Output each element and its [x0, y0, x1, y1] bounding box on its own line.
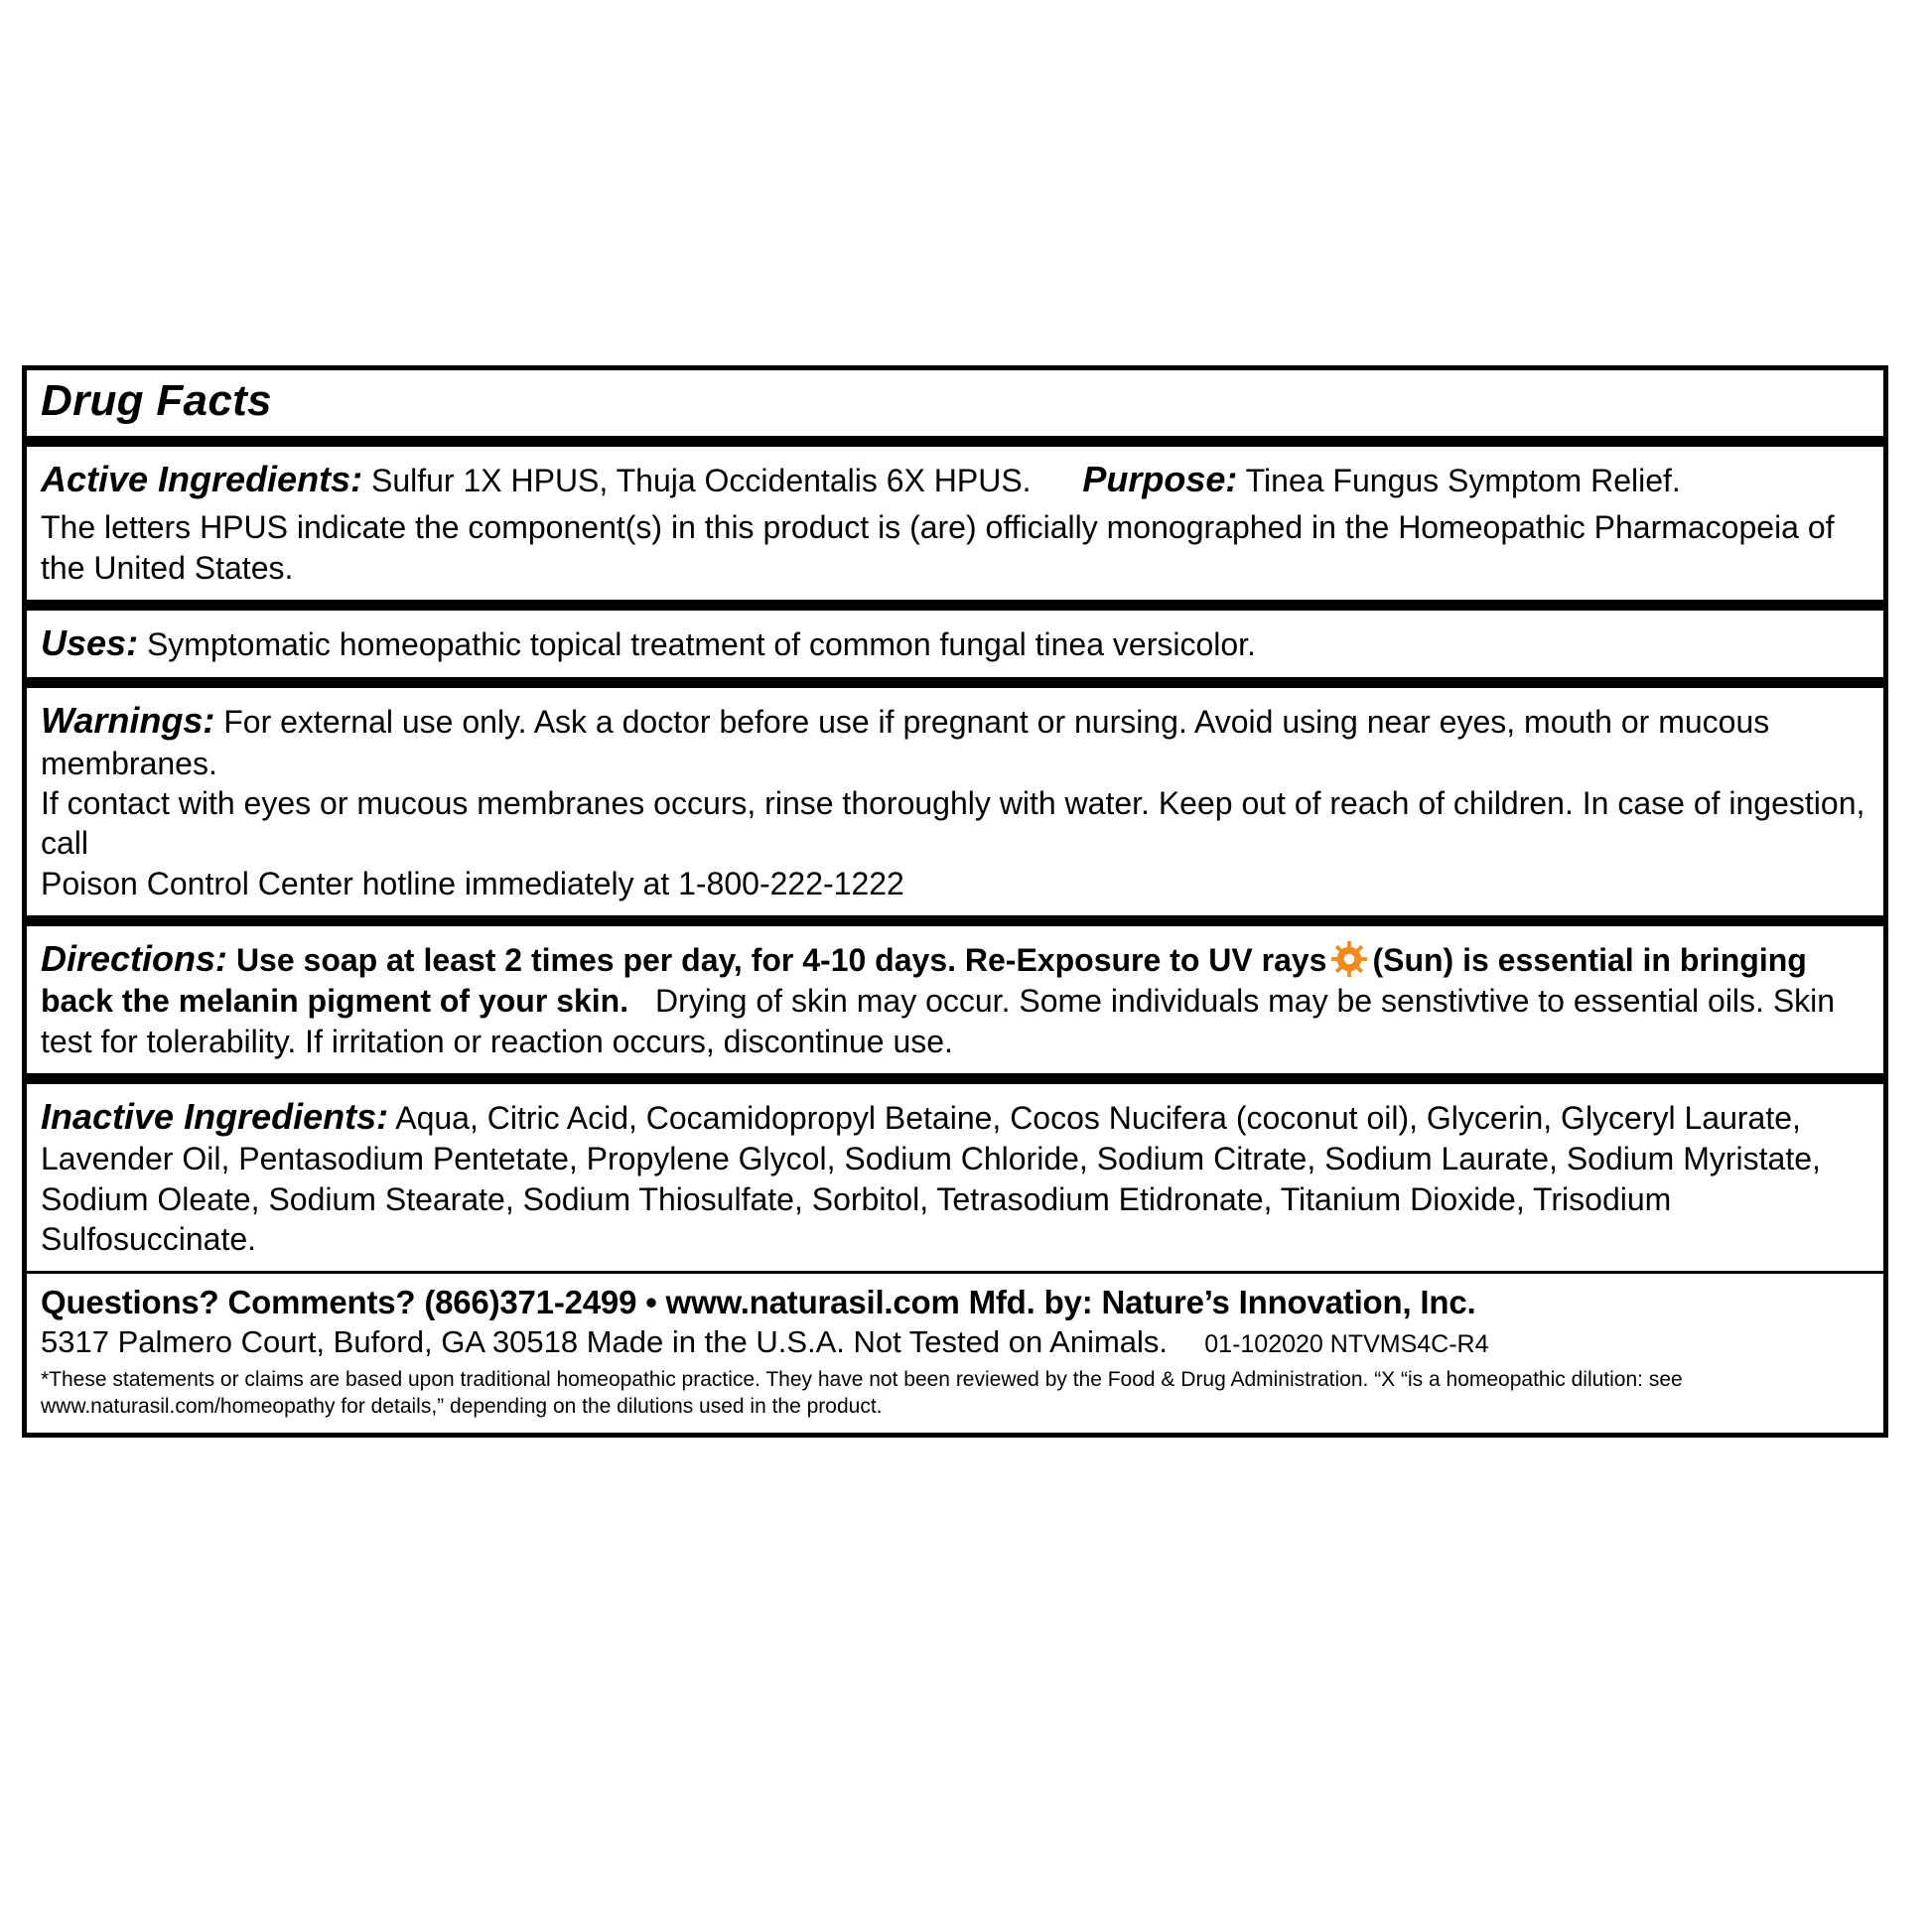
divider: [27, 677, 1883, 688]
address-line: [41, 1322, 1869, 1362]
uses-value: Symptomatic homeopathic topical treatment of common fungal tinea versicolor.: [146, 625, 1256, 662]
active-ingredients-value: Sulfur 1X HPUS, Thuja Occidentalis 6X HPUS.: [370, 463, 1032, 498]
inactive-ingredients-section: [27, 1084, 1883, 1271]
directions-line: [41, 936, 1869, 1061]
warnings-line-1: [41, 698, 1869, 783]
purpose-label: Purpose:: [1082, 459, 1238, 499]
directions-bold-2: (Sun) is essential in bringing back the melanin pigment of your skin.: [41, 941, 1807, 1020]
divider: [27, 436, 1883, 447]
hpus-note: The letters HPUS indicate the component(s) in this product is (are) officially monographed in the Homeopathic Pharmacopeia of the United States.: [41, 509, 1835, 586]
warnings-text-3: Poison Control Center hotline immediately at 1-800-222-1222: [41, 865, 904, 901]
footer-section: [27, 1274, 1883, 1432]
warnings-section: [27, 688, 1883, 915]
directions-section: [27, 926, 1883, 1073]
sun-icon: [1330, 940, 1368, 978]
page-title: Drug Facts: [41, 376, 272, 425]
inactive-ingredients-line: [41, 1094, 1869, 1259]
directions-normal: Drying of skin may occur. Some individuals may be senstivtive to essential oils. Skin test for tolerability. If irritation or reaction occurs, discontinue use.: [41, 983, 1836, 1059]
address-text: 5317 Palmero Court, Buford, GA 30518 Made in the U.S.A. Not Tested on Animals.: [41, 1324, 1169, 1360]
active-ingredients-line: [41, 457, 1869, 501]
inactive-ingredients-label: Inactive Ingredients:: [41, 1095, 389, 1137]
uses-line: [41, 621, 1869, 665]
divider: [27, 915, 1883, 926]
active-ingredients-label: Active Ingredients:: [41, 459, 363, 499]
warnings-text-2: If contact with eyes or mucous membranes occurs, rinse thoroughly with water. Keep out of reach of children. In case of ingestion, call: [41, 785, 1865, 862]
directions-label: Directions:: [41, 937, 228, 979]
lot-code: 01-102020 NTVMS4C-R4: [1204, 1330, 1489, 1359]
purpose-value: Tinea Fungus Symptom Relief.: [1245, 463, 1681, 498]
drug-facts-panel: [22, 365, 1888, 1438]
warnings-label: Warnings:: [41, 700, 215, 742]
divider: [27, 600, 1883, 611]
divider: [27, 1073, 1883, 1084]
directions-bold-1: Use soap at least 2 times per day, for 4-10 days. Re-Exposure to UV rays: [235, 941, 1327, 978]
disclaimer-text: *These statements or claims are based upon traditional homeopathic practice. They have not been reviewed by the Food & Drug Administration. “X “is a homeopathic dilution: see www.naturasil.com/homeopathy for details,” depending on the dilutions used in the product.: [41, 1367, 1683, 1418]
inactive-ingredients-value: Aqua, Citric Acid, Cocamidopropyl Betaine, Cocos Nucifera (coconut oil), Glycerin, Glyceryl Laurate, Lavender Oil, Pentasodium Pentetate, Propylene Glycol, Sodium Chloride, Sodium Citrate, Sodium Laurate, Sodium Myristate, Sodium Oleate, Sodium Stearate, Sodium Thiosulfate, Sorbitol, Tetrasodium Etidronate, Titanium Dioxide, Trisodium Sulfosuccinate.: [41, 1099, 1821, 1257]
questions-line: Questions? Comments? (866)371-2499 • www.naturasil.com Mfd. by: Nature’s Innovation, Inc.: [41, 1284, 1476, 1321]
uses-section: [27, 611, 1883, 677]
warnings-text-1: For external use only. Ask a doctor before use if pregnant or nursing. Avoid using near eyes, mouth or mucous membranes.: [41, 704, 1770, 781]
uses-label: Uses:: [41, 621, 139, 663]
active-ingredients-section: [27, 447, 1883, 600]
